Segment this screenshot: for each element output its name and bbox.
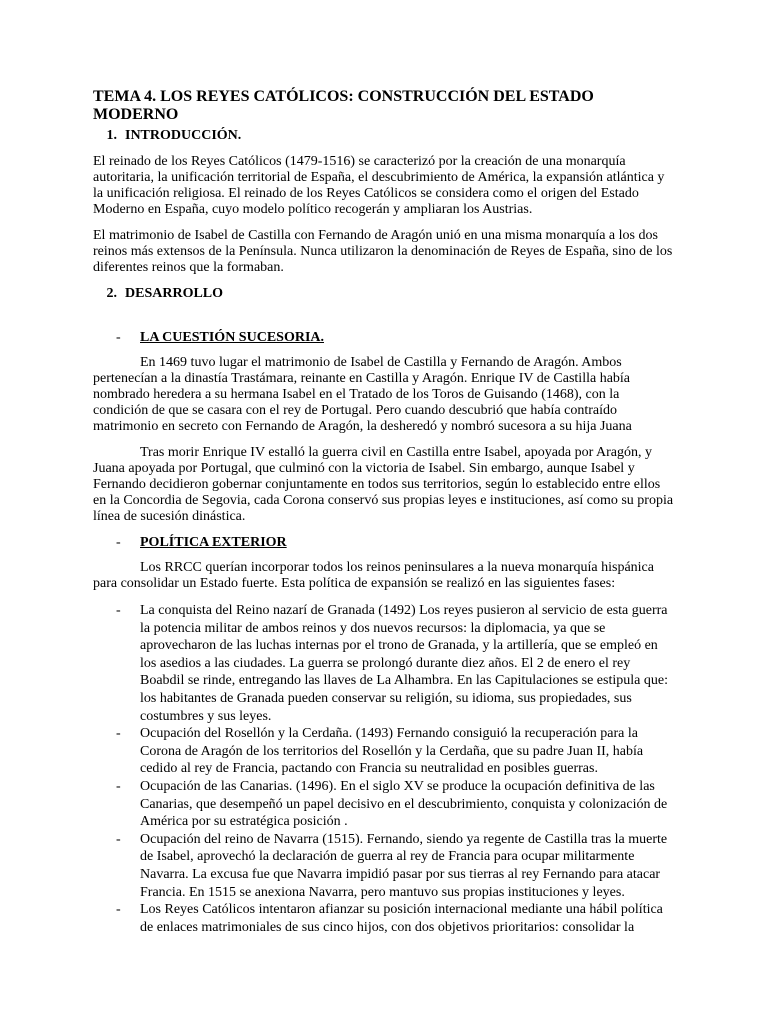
dash-marker: -: [116, 603, 121, 618]
list-item-text: Ocupación de las Canarias. (1496). En el siglo XV se produce la ocupación definitiva de las Canarias, que desempeñó un papel decisivo en el descubrimiento, conquista y colonización de América por su estratégica posición .: [140, 778, 668, 830]
section-heading-text: DESARROLLO: [125, 286, 224, 301]
dash-marker: -: [116, 778, 121, 794]
phases-list: [93, 602, 674, 936]
subsection-heading-sucesoria: [93, 330, 674, 346]
list-item-text: Ocupación del Rosellón y la Cerdaña. (1493) Fernando consiguió la recuperación para la Corona de Aragón de los territorios del Rosellón y la Cerdaña, que su padre Juan II, había cedido al rey de Francia, pactando con Francia su neutralidad en posibles guerras.: [140, 726, 644, 777]
list-item: [93, 725, 674, 778]
list-item-text: Los Reyes Católicos intentaron afianzar su posición internacional mediante una hábil política de enlaces matrimoniales de sus cinco hijos, con dos objetivos prioritarios: consolidar la: [140, 902, 663, 935]
paragraph: El matrimonio de Isabel de Castilla con Fernando de Aragón unió en una misma monarquía a los dos reinos más extensos de la Península. Nunca utilizaron la denominación de Reyes de España, sino de los diferentes reinos que la formaban.: [93, 228, 673, 275]
subsection-heading-text: LA CUESTIÓN SUCESORIA.: [140, 330, 324, 345]
paragraph: Los RRCC querían incorporar todos los reinos peninsulares a la nueva monarquía hispánica para consolidar un Estado fuerte. Esta política de expansión se realizó en las siguientes fases:: [93, 560, 654, 591]
section-heading-desarrollo: [93, 286, 674, 302]
paragraph: Tras morir Enrique IV estalló la guerra civil en Castilla entre Isabel, apoyada por Aragón, y Juana apoyada por Portugal, que culminó con la victoria de Isabel. Sin embargo, aunque Isabel y Fernando decidieron gobernar conjuntamente en todos sus territorios, según lo establecido entre ellos en la Concordia de Segovia, cada Corona conservó sus propias leyes e instituciones, así como su propia línea de sucesión dinástica.: [93, 445, 674, 524]
section-heading-text: INTRODUCCIÓN.: [125, 128, 242, 143]
section-number: 2.: [106, 286, 117, 301]
list-item: [93, 602, 674, 725]
paragraph: El reinado de los Reyes Católicos (1479-1516) se caracterizó por la creación de una monarquía autoritaria, la unificación territorial de España, el descubrimiento de América, la expansión atlántica y la unificación religiosa. El reinado de los Reyes Católicos se considera como el origen del Estado Moderno en España, cuyo modelo político recogerán y ampliaran los Austrias.: [93, 154, 665, 217]
list-item: [93, 778, 674, 831]
subsection-heading-exterior: [93, 535, 674, 551]
document-title: TEMA 4. LOS REYES CATÓLICOS: CONSTRUCCIÓN DEL ESTADO MODERNO: [93, 88, 594, 123]
list-item: [93, 901, 674, 936]
dash-marker: -: [116, 902, 121, 918]
list-item-text: La conquista del Reino nazarí de Granada (1492) Los reyes pusieron al servicio de esta guerra la potencia militar de ambos reinos y dos nuevos recursos: la diplomacia, ya que se aprovecharon de las luchas internas por el trono de Granada, y la artillería, que se empleó en los asedios a las ciudades. La guerra se prolongó durante diez años. El 2 de enero el rey Boabdil se rinde, entregando las llaves de La Alhambra. En las Capitulaciones se estipula que: los habitantes de Granada pueden conservar su religión, su idioma, sus propiedades, sus costumbres y sus leyes.: [140, 603, 668, 724]
list-item-text: Ocupación del reino de Navarra (1515). Fernando, siendo ya regente de Castilla tras la muerte de Isabel, aprovechó la declaración de guerra al rey de Francia para ocupar militarmente Navarra. La excusa fue que Navarra impidió pasar por sus tierras al rey Fernando para atacar Francia. En 1515 se anexiona Navarra, pero mantuvo sus propias instituciones y leyes.: [140, 831, 668, 900]
blank-line: [93, 312, 674, 330]
paragraph: En 1469 tuvo lugar el matrimonio de Isabel de Castilla y Fernando de Aragón. Ambos pertenecían a la dinastía Trastámara, reinante en Castilla y Aragón. Enrique IV de Castilla había nombrado heredera a su hermana Isabel en el Tratado de los Toros de Guisando (1468), con la condición de que se casara con el rey de Portugal. Pero cuando descubrió que había contraído matrimonio en secreto con Fernando de Aragón, la desheredó y nombró sucesora a su hija Juana: [93, 355, 632, 434]
dash-marker: -: [116, 831, 121, 847]
dash-marker: -: [116, 535, 121, 550]
subsection-heading-text: POLÍTICA EXTERIOR: [140, 535, 287, 550]
section-heading-introduccion: [93, 128, 674, 144]
section-number: 1.: [106, 128, 117, 143]
list-item: [93, 831, 674, 901]
dash-marker: -: [116, 330, 121, 345]
dash-marker: -: [116, 726, 121, 742]
